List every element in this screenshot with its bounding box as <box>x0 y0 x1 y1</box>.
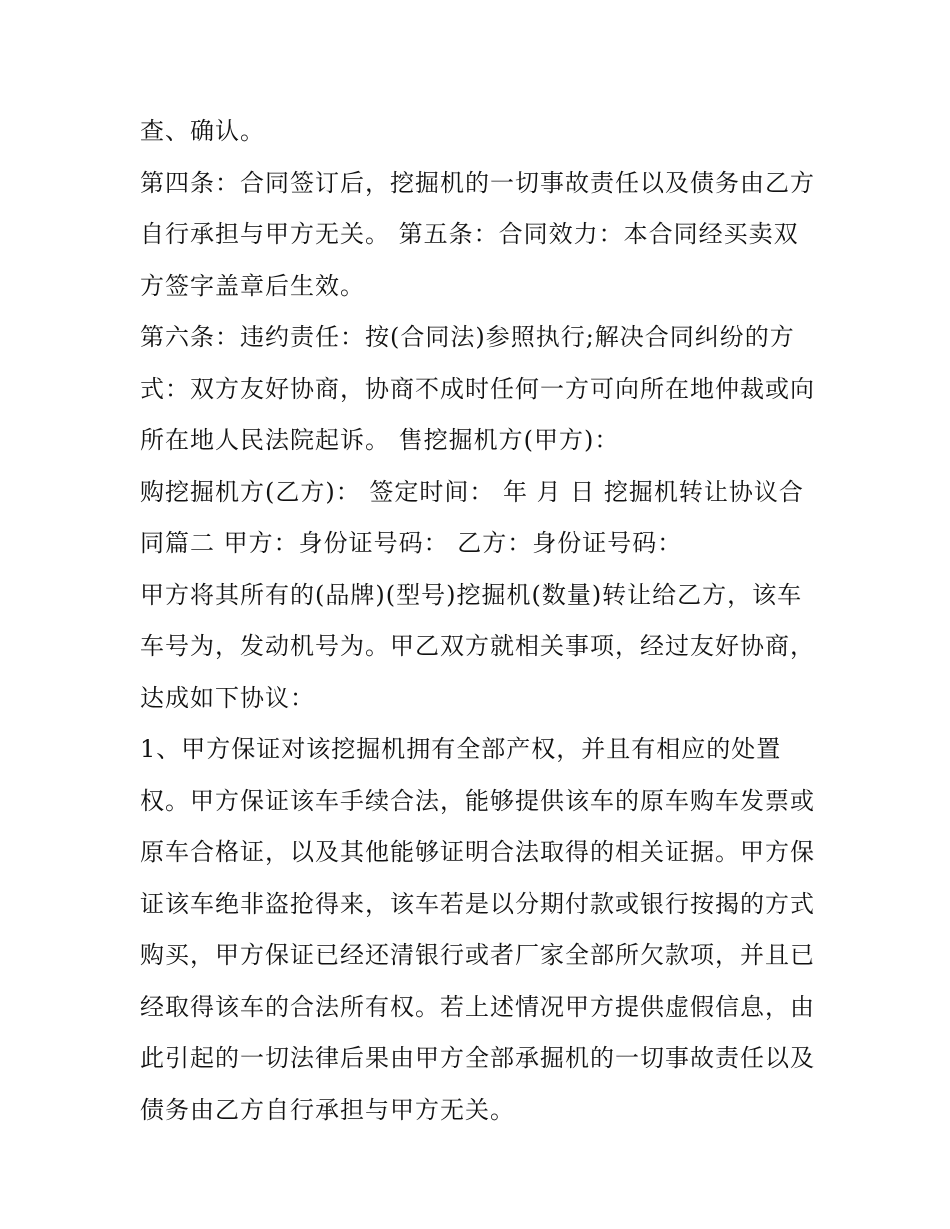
text-line: 原车合格证，以及其他能够证明合法取得的相关证据。甲方保 <box>140 838 815 866</box>
text-line: 所在地人民法院起诉。 售挖掘机方(甲方)： <box>140 426 620 454</box>
text-line: 债务由乙方自行承担与甲方无关。 <box>140 1095 515 1124</box>
text-line: 第四条：合同签订后，挖掘机的一切事故责任以及债务由乙方 <box>140 168 815 197</box>
text-line: 购挖掘机方(乙方)： 签定时间： 年 月 日 挖掘机转让协议合 <box>140 477 804 506</box>
text-line: 式：双方友好协商，协商不成时任何一方可向所在地仲裁或向 <box>140 374 815 403</box>
text-line: 此引起的一切法律后果由甲方全部承掘机的一切事故责任以及 <box>140 1044 815 1072</box>
text-line: 1、甲方保证对该挖掘机拥有全部产权，并且有相应的处置 <box>140 735 782 763</box>
text-line: 查、确认。 <box>140 117 265 145</box>
text-line: 第六条：违约责任：按(合同法)参照执行;解决合同纠纷的方 <box>140 323 795 351</box>
text-line: 自行承担与甲方无关。 第五条：合同效力：本合同经买卖双 <box>140 220 799 248</box>
text-line: 达成如下协议： <box>140 683 315 712</box>
text-line: 车号为，发动机号为。甲乙双方就相关事项，经过友好协商， <box>140 632 815 660</box>
text-line: 权。甲方保证该车手续合法，能够提供该车的原车购车发票或 <box>140 786 815 815</box>
text-line: 购买，甲方保证已经还清银行或者厂家全部所欠款项，并且已 <box>140 941 815 969</box>
text-line: 方签字盖章后生效。 <box>140 271 365 300</box>
text-line: 同篇二 甲方：身份证号码： 乙方：身份证号码： <box>140 529 683 557</box>
text-line: 甲方将其所有的(品牌)(型号)挖掘机(数量)转让给乙方，该车 <box>140 580 803 609</box>
document-body <box>140 106 820 1136</box>
text-line: 证该车绝非盗抢得来，该车若是以分期付款或银行按揭的方式 <box>140 889 815 918</box>
text-line: 经取得该车的合法所有权。若上述情况甲方提供虚假信息，由 <box>140 992 815 1021</box>
